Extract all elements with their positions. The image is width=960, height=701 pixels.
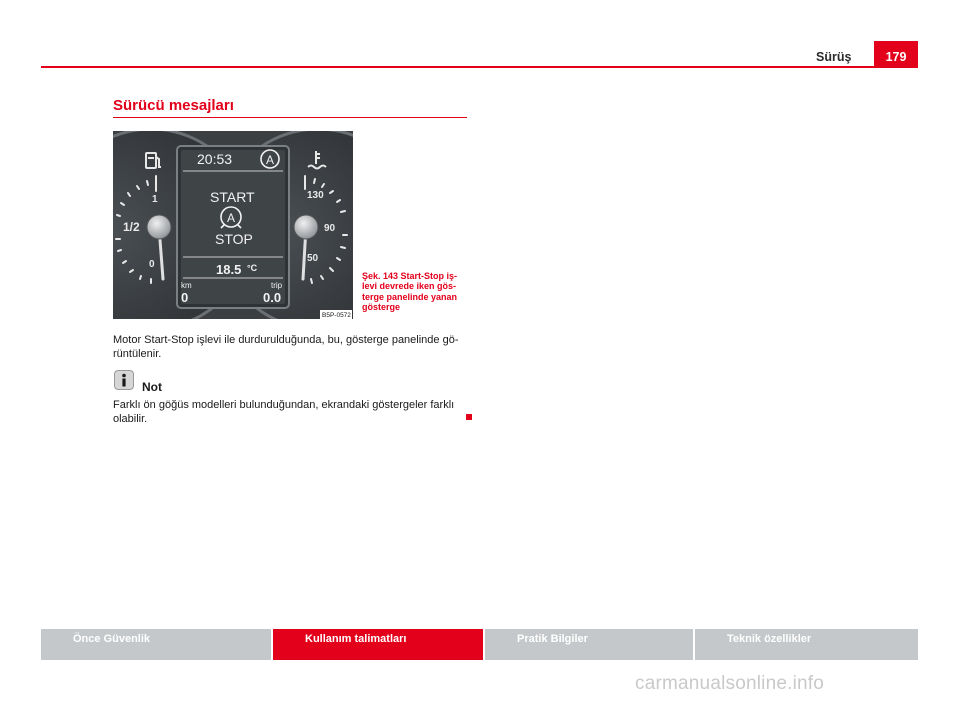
section-end-marker <box>466 414 472 420</box>
page-number: 179 <box>874 41 918 68</box>
tab-teknik-ozellikler[interactable]: Teknik özellikler <box>695 629 918 660</box>
note-title: Not <box>142 380 162 394</box>
tab-once-guvenlik[interactable]: Önce Güvenlik <box>41 629 271 660</box>
image-code: B5P-0572 <box>322 312 351 319</box>
fuel-needle-hub <box>147 215 171 239</box>
instrument-cluster-figure <box>113 131 353 319</box>
figure-caption: Şek. 143 Start-Stop iş-levi devrede iken gös-terge panelinde yanan gösterge <box>362 271 458 313</box>
header-section-title: Sürüş <box>816 50 852 64</box>
tab-kullanim-talimatlari[interactable]: Kullanım talimatları <box>273 629 483 660</box>
header-rule <box>41 66 918 68</box>
section-title: Sürücü mesajları <box>113 97 234 114</box>
trip-label: trip <box>271 281 283 290</box>
fuel-empty-label: 0 <box>149 259 155 270</box>
temp-needle-hub <box>294 215 318 239</box>
temperature-unit: °C <box>247 263 258 273</box>
watermark: carmanualsonline.info <box>635 673 825 694</box>
display-start-label: START <box>210 189 255 205</box>
body-paragraph: Motor Start-Stop işlevi ile durdurulduğunda, bu, gösterge panelinde gö-rüntülenir. <box>113 334 459 360</box>
section-rule <box>113 117 467 118</box>
temp-90-label: 90 <box>324 223 336 234</box>
odometer-value: 0 <box>181 290 189 305</box>
trip-value: 0.0 <box>263 290 282 305</box>
display-stop-label: STOP <box>215 231 253 247</box>
tab-pratik-bilgiler[interactable]: Pratik Bilgiler <box>485 629 693 660</box>
fuel-half-label: 1/2 <box>123 220 140 234</box>
temp-50-label: 50 <box>307 253 319 264</box>
note-text: Farklı ön göğüs modelleri bulunduğundan, ekrandaki göstergeler farklı olabilir. <box>113 399 455 425</box>
note-info-icon <box>114 370 134 390</box>
start-stop-icon-letter: A <box>227 211 236 225</box>
fuel-full-label: 1 <box>152 194 158 205</box>
display-clock: 20:53 <box>197 151 233 167</box>
auto-indicator-letter: A <box>266 153 275 167</box>
temp-130-label: 130 <box>307 190 324 201</box>
outside-temperature: 18.5 <box>216 262 242 277</box>
km-label: km <box>181 281 192 290</box>
